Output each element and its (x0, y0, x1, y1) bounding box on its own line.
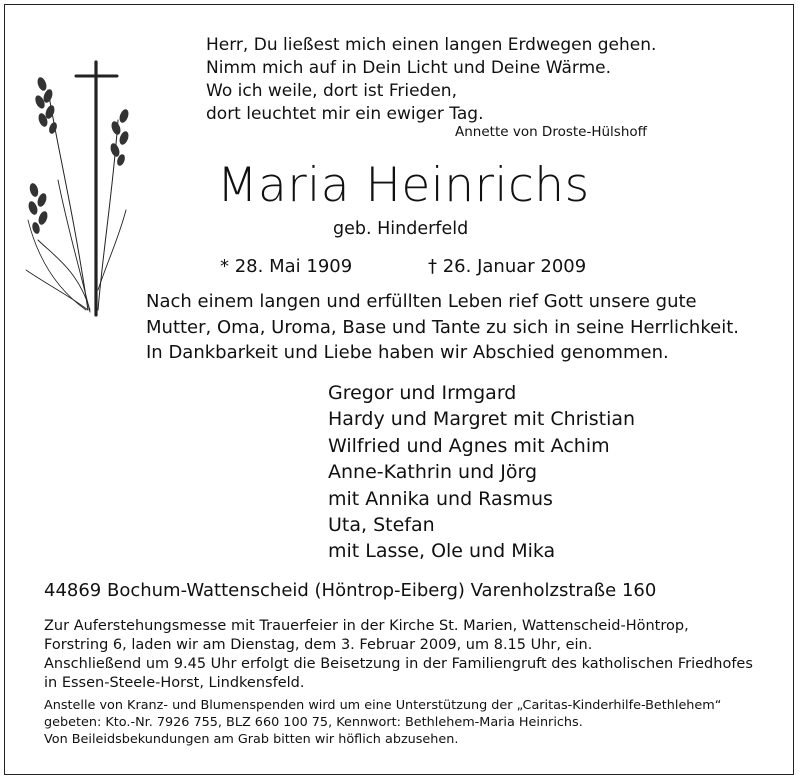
notice-small-line: gebeten: Kto.-Nr. 7926 755, BLZ 660 100 75, Kennwort: Bethlehem-Maria Heinrichs. (44, 715, 583, 730)
poem-line: Nimm mich auf in Dein Licht und Deine Wärme. (206, 58, 611, 78)
family-address: 44869 Bochum-Wattenscheid (Höntrop-Eiberg) Varenholzstraße 160 (44, 580, 657, 601)
death-date: 26. Januar 2009 (442, 256, 587, 277)
deceased-name: Maria Heinrichs (217, 158, 590, 213)
notice-line: Forstring 6, laden wir am Dienstag, dem 3. Februar 2009, um 8.15 Uhr, ein. (44, 637, 593, 653)
mourner-entry: Hardy und Margret mit Christian (328, 408, 636, 431)
mourner-entry: Wilfried und Agnes mit Achim (328, 434, 610, 457)
announcement-text (146, 289, 739, 366)
notice-line: Anschließend um 9.45 Uhr erfolgt die Beisetzung in der Familiengruft des katholischen Friedhofes (44, 656, 753, 672)
mourners-list (328, 380, 635, 565)
maiden-name: geb. Hinderfeld (333, 219, 469, 239)
death-date-row (428, 256, 586, 277)
poem (206, 34, 656, 126)
mourner-entry: Gregor und Irmgard (328, 382, 517, 404)
announcement-line: Nach einem langen und erfüllten Leben rief Gott unsere gute (146, 291, 697, 312)
mourner-entry: mit Lasse, Ole und Mika (328, 540, 556, 563)
announcement-line: Mutter, Oma, Uroma, Base und Tante zu sich in seine Herrlichkeit. (146, 316, 739, 338)
notice-line: in Essen-Steele-Horst, Lindkensfeld. (44, 675, 305, 691)
donation-notice (44, 697, 721, 748)
cross-with-wheat-icon (18, 40, 133, 320)
mourner-entry: Uta, Stefan (328, 514, 435, 537)
birth-date: 28. Mai 1909 (234, 256, 353, 277)
notice-small-line: Von Beileidsbekundungen am Grab bitten wir höflich abzusehen. (44, 732, 459, 747)
poem-author: Annette von Droste-Hülshoff (455, 124, 647, 140)
birth-date-row (220, 256, 352, 277)
mourner-entry: Anne-Kathrin und Jörg (328, 461, 538, 484)
poem-line: Wo ich weile, dort ist Frieden, (206, 81, 457, 101)
announcement-line: In Dankbarkeit und Liebe haben wir Abschied genommen. (146, 342, 669, 363)
poem-line: Herr, Du ließest mich einen langen Erdwegen gehen. (206, 35, 657, 55)
mourner-entry: mit Annika und Rasmus (328, 487, 553, 510)
notice-line: Zur Auferstehungsmesse mit Trauerfeier in der Kirche St. Marien, Wattenscheid-Höntrop, (44, 618, 689, 634)
funeral-notice (44, 617, 753, 693)
poem-line: dort leuchtet mir ein ewiger Tag. (206, 104, 484, 124)
birth-star-icon: * (220, 256, 229, 277)
death-cross-icon: † (428, 256, 437, 277)
notice-small-line: Anstelle von Kranz- und Blumenspenden wird um eine Unterstützung der „Caritas-Kinderhilfe-Bethlehem“ (44, 698, 722, 713)
